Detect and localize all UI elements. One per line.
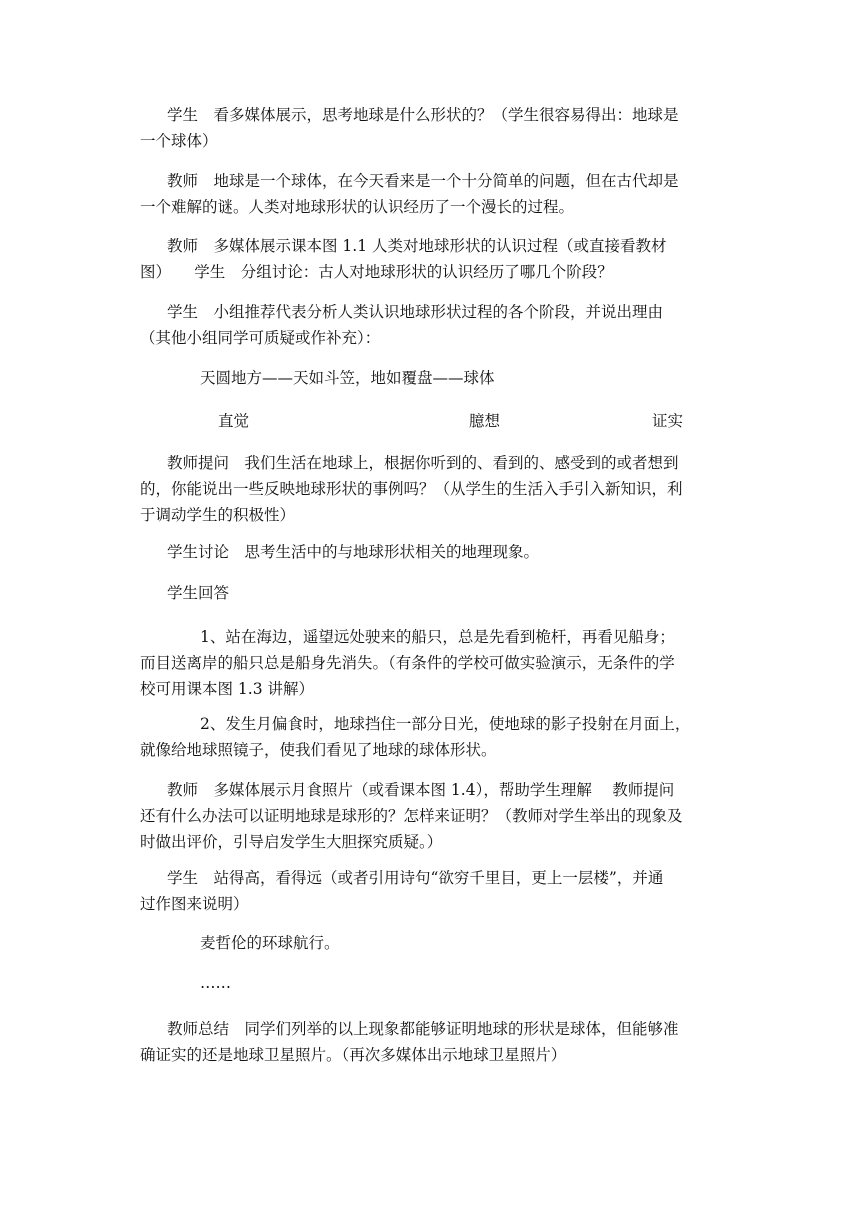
text-line: （其他小组同学可质疑或作补充）： [140,329,381,347]
stage-label-confirmation: 证实 [652,412,684,430]
paragraph-teacher-question [140,450,732,528]
stages-line [140,365,732,391]
text-line: 教师 地球是一个球体，在今天看来是一个十分简单的问题，但在古代却是 [167,172,679,190]
paragraph-teacher-summary [140,1016,732,1068]
paragraph-student-discussion [140,539,732,565]
text-line: 教师 多媒体展示月食照片（或看课本图 1.4），帮助学生理解 教师提问 [167,781,675,799]
text-line: 就像给地球照镜子，使我们看见了地球的球体形状。 [140,741,497,759]
text-line: …… [200,974,231,992]
paragraph-student-poem [140,865,732,917]
text-line: 麦哲伦的环球航行。 [200,934,340,952]
paragraph-student-answer [140,580,732,606]
paragraph-student-observe [140,102,732,154]
stage-label-intuition: 直觉 [218,412,250,430]
paragraph-student-group [140,299,732,351]
paragraph-answer-1 [140,624,732,702]
text-line: 还有什么办法可以证明地球是球形的？怎样来证明？（教师对学生举出的现象及 [140,807,683,825]
text-line: 学生回答 [167,584,230,602]
text-line: 一个难解的谜。人类对地球形状的认识经历了一个漫长的过程。 [140,198,575,216]
text-line: 而目送离岸的船只总是船身先消失。（有条件的学校可做实验演示，无条件的学 [140,654,675,672]
text-line: 学生讨论 思考生活中的与地球形状相关的地理现象。 [167,543,540,561]
text-line: 教师总结 同学们列举的以上现象都能够证明地球的形状是球体，但能够准 [167,1020,679,1038]
text-line: 2、发生月偏食时，地球挡住一部分日光，使地球的影子投射在月面上， [200,715,691,733]
paragraph-magellan [140,930,732,956]
text-line: 一个球体） [140,132,218,150]
text-line: 于调动学生的积极性） [140,506,296,524]
paragraph-teacher-earth-sphere [140,168,732,220]
text-line: 教师提问 我们生活在地球上，根据你听到的、看到的、感受到的或者想到 [167,454,679,472]
text-line: 过作图来说明） [140,895,249,913]
text-line: 学生 小组推荐代表分析人类认识地球形状过程的各个阶段，并说出理由 [167,303,664,321]
text-line: 校可用课本图 1.3 讲解） [140,680,315,698]
text-line: 时做出评价，引导启发学生大胆探究质疑。） [140,833,443,851]
text-line: 1、站在海边，遥望远处驶来的船只，总是先看到桅杆，再看见船身； [200,628,675,646]
paragraph-teacher-figure-1-1 [140,233,732,285]
stage-label-speculation: 臆想 [469,412,501,430]
text-line: 的，你能说出一些反映地球形状的事例吗？（从学生的生活入手引入新知识，利 [140,480,683,498]
text-line: 图） 学生 分组讨论：古人对地球形状的认识经历了哪几个阶段？ [140,263,613,281]
paragraph-answer-2 [140,711,732,763]
text-line: 学生 看多媒体展示，思考地球是什么形状的？（学生很容易得出：地球是 [167,106,679,124]
text-line: 教师 多媒体展示课本图 1.1 人类对地球形状的认识过程（或直接看教材 [167,237,667,255]
paragraph-ellipsis [140,970,732,996]
text-line: 确证实的还是地球卫星照片。（再次多媒体出示地球卫星照片） [140,1046,567,1064]
text-line: 学生 站得高，看得远（或者引用诗句“欲穷千里目，更上一层楼”，并通 [167,869,664,887]
paragraph-teacher-lunar-eclipse [140,777,732,855]
stages-text: 天圆地方——天如斗笠，地如覆盘——球体 [200,369,495,387]
